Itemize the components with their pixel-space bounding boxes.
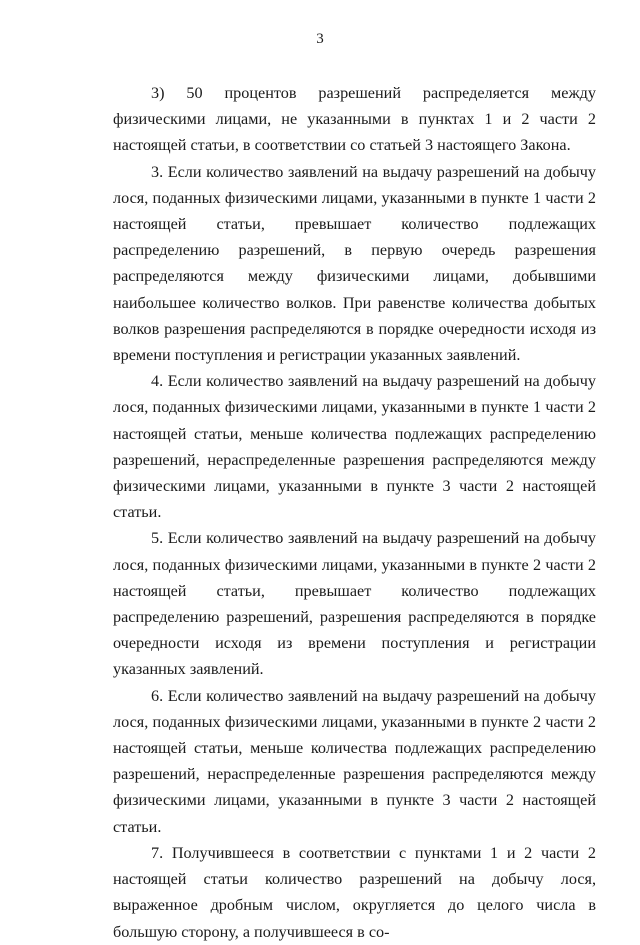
paragraph-5: 5. Если количество заявлений на выдачу разрешений на добычу лося, поданных физическими лицами, указанными в пункте 2 части 2 настоящей статьи, превышает количество подлежащих распределению разрешений, разрешения распределяются в порядке очередности исходя из времени поступления и регистрации указанных заявлений.	[113, 529, 596, 679]
paragraph-7: 7. Получившееся в соответствии с пунктами 1 и 2 части 2 настоящей статьи количество разрешений на добычу лося, выраженное дробным числом, округляется до целого числа в большую сторону, а получившееся в со-	[113, 843, 596, 941]
paragraph-3: 3. Если количество заявлений на выдачу разрешений на добычу лося, поданных физическими лицами, указанными в пункте 1 части 2 настоящей статьи, превышает количество подлежащих распределению разрешений, в первую очередь разрешения распределяются между физическими лицами, добывшими наибольшее количество волков. При равенстве количества добытых волков разрешения распределяются в порядке очередности исходя из времени поступления и регистрации указанных заявлений.	[113, 162, 596, 365]
page-number: 3	[316, 31, 324, 47]
document-body	[113, 80, 596, 945]
paragraph-6: 6. Если количество заявлений на выдачу разрешений на добычу лося, поданных физическими лицами, указанными в пункте 2 части 2 настоящей статьи, меньше количества подлежащих распределению разрешений, нераспределенные разрешения распределяются между физическими лицами, указанными в пункте 3 части 2 настоящей статьи.	[113, 686, 596, 836]
paragraph-4: 4. Если количество заявлений на выдачу разрешений на добычу лося, поданных физическими лицами, указанными в пункте 1 части 2 настоящей статьи, меньше количества подлежащих распределению разрешений, нераспределенные разрешения распределяются между физическими лицами, указанными в пункте 3 части 2 настоящей статьи.	[113, 372, 596, 522]
paragraph-item-3-subclause: 3) 50 процентов разрешений распределяется между физическими лицами, не указанными в пунктах 1 и 2 части 2 настоящей статьи, в соответствии со статьей 3 настоящего Закона.	[113, 84, 596, 155]
